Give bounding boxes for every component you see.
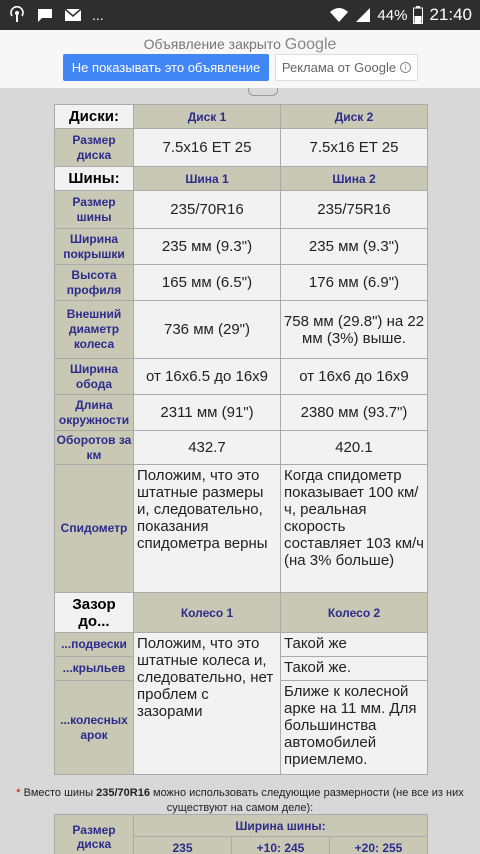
rim-width-2: от 16x6 до 16x9: [281, 359, 428, 395]
wheel-arches-2: Ближе к колесной арке на 11 мм. Для большинства автомобилей приемлемо.: [281, 681, 428, 775]
disk-size-header: Размер диска: [55, 815, 134, 854]
alternatives-table: [54, 814, 428, 854]
circumference-1: 2311 мм (91"): [134, 395, 281, 431]
clearance-section-label: Зазор до...: [55, 593, 134, 633]
info-icon: i: [400, 62, 411, 73]
disk-size-label: Размер диска: [55, 129, 134, 167]
ads-by-google-button[interactable]: Реклама от Google i: [275, 54, 418, 81]
profile-height-label: Высота профиля: [55, 265, 134, 301]
disk-size-2: 7.5x16 ET 25: [281, 129, 428, 167]
comparison-table: [54, 104, 428, 775]
circumference-2: 2380 мм (93.7"): [281, 395, 428, 431]
wheel-arches-label: ...колесных арок: [55, 681, 134, 775]
width-col-235: 235: [134, 837, 232, 854]
tire2-header: Шина 2: [281, 167, 428, 191]
rim-width-1: от 16x6.5 до 16x9: [134, 359, 281, 395]
tire1-header: Шина 1: [134, 167, 281, 191]
tire-size-2: 235/75R16: [281, 191, 428, 229]
battery-icon: [413, 6, 423, 24]
revolutions-1: 432.7: [134, 431, 281, 465]
disk1-header: Диск 1: [134, 105, 281, 129]
speedometer-2: Когда спидометр показывает 100 км/ч, реальная скорость составляет 103 км/ч (на 3% больше): [281, 465, 428, 593]
clock: 21:40: [429, 5, 472, 24]
disk-size-1: 7.5x16 ET 25: [134, 129, 281, 167]
signal-icon: [355, 7, 371, 23]
note-tire-size: 235/70R16: [96, 787, 150, 799]
hidden-element-edge: [248, 88, 278, 96]
wheel2-header: Колесо 2: [281, 593, 428, 633]
status-bar: [0, 0, 480, 30]
width-col-255: +20: 255: [330, 837, 428, 854]
profile-height-1: 165 мм (6.5"): [134, 265, 281, 301]
tire-width-header: Ширина шины:: [134, 815, 428, 837]
wifi-icon: [329, 7, 349, 23]
tires-section-label: Шины:: [55, 167, 134, 191]
hide-ad-button[interactable]: Не показывать это объявление: [63, 54, 269, 81]
ad-closed-title: Объявление закрыто Google: [143, 36, 337, 53]
speedometer-label: Спидометр: [55, 465, 134, 593]
speedometer-1: Положим, что это штатные размеры и, следовательно, показания спидометра верны: [134, 465, 281, 593]
outer-diameter-2: 758 мм (29.8") на 22 мм (3%) выше.: [281, 301, 428, 359]
disk2-header: Диск 2: [281, 105, 428, 129]
tire-size-label: Размер шины: [55, 191, 134, 229]
wheel1-header: Колесо 1: [134, 593, 281, 633]
podcast-icon: [8, 6, 26, 24]
fenders-2: Такой же.: [281, 657, 428, 681]
clearance-1: Положим, что это штатные колеса и, следовательно, нет проблем с зазорами: [134, 633, 281, 775]
circumference-label: Длина окружности: [55, 395, 134, 431]
revolutions-label: Оборотов за км: [55, 431, 134, 465]
outer-diameter-label: Внешний диаметр колеса: [55, 301, 134, 359]
rim-width-label: Ширина обода: [55, 359, 134, 395]
battery-percent: 44%: [377, 6, 408, 24]
profile-height-2: 176 мм (6.9"): [281, 265, 428, 301]
suspension-2: Такой же: [281, 633, 428, 657]
more-notifications: ...: [92, 7, 104, 23]
disks-section-label: Диски:: [55, 105, 134, 129]
alternatives-note: * Вместо шины 235/70R16 можно использовать следующие размерности (не все из них существуют на самом деле):: [16, 787, 464, 814]
fenders-label: ...крыльев: [55, 657, 134, 681]
note-asterisk: *: [16, 787, 21, 799]
revolutions-2: 420.1: [281, 431, 428, 465]
tread-width-label: Ширина покрышки: [55, 229, 134, 265]
chat-icon: [36, 6, 54, 24]
tread-width-2: 235 мм (9.3"): [281, 229, 428, 265]
tread-width-1: 235 мм (9.3"): [134, 229, 281, 265]
mail-icon: [64, 8, 82, 22]
width-col-245: +10: 245: [232, 837, 330, 854]
tire-size-1: 235/70R16: [134, 191, 281, 229]
suspension-label: ...подвески: [55, 633, 134, 657]
outer-diameter-1: 736 мм (29"): [134, 301, 281, 359]
